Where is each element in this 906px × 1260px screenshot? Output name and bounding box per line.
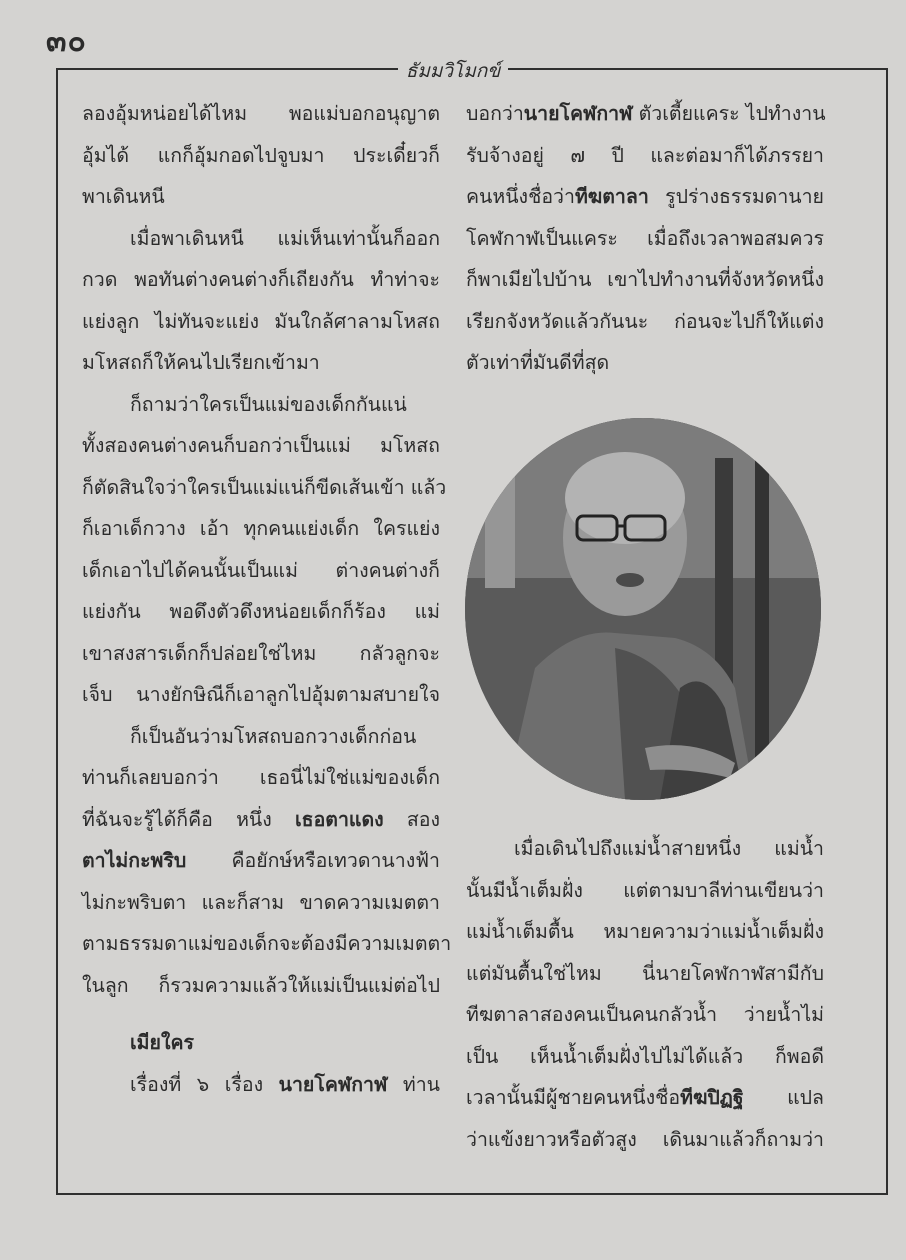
text-line: แย่งกัน พอดึงตัวดึงหน่อยเด็กก็ร้อง แม่ [82,600,440,623]
section-heading-text: เมียใคร [130,1031,194,1054]
text-line [466,1077,824,1119]
text-line: นั้นมีน้ำเต็มฝั่ง แต่ตามบาลีท่านเขียนว่า [466,878,824,902]
right-text-column-top [466,93,824,384]
section-heading [82,1022,440,1064]
text-line: กวด พอทันต่างคนต่างก็เถียงกัน ทำท่าจะ [82,268,440,291]
text-line: ท่านก็เลยบอกว่า เธอนี่ไม่ใช่แม่ของเด็ก [82,766,440,789]
bold-term: เธอตาแดง [295,807,384,831]
text-line: เด็กเอาไปได้คนนั้นเป็นแม่ ต่างคนต่างก็ [82,558,440,582]
text-line: เรียกจังหวัดแล้วกันนะ ก่อนจะไปก็ให้แต่ง [466,309,824,333]
text-line: ตามธรรมดาแม่ของเด็กจะต้องมีความเมตตา [82,932,452,955]
text-line: ไม่กะพริบตา และก็สาม ขาดความเมตตา [82,890,440,914]
text-run: สอง [383,807,440,831]
text-line: ก็พาเมียไปบ้าน เขาไปทำงานที่จังหวัดหนึ่ง [466,268,824,291]
text-line: แม่น้ำเต็มตื้น หมายความว่าแม่น้ำเต็มฝั่ง [466,920,824,943]
page-number: ๓๐ [46,24,87,59]
text-line: เขาสงสารเด็กก็ปล่อยใช่ไหม กลัวลูกจะ [82,641,440,665]
text-run: ตัวเตี้ยแคระ ไปทำงาน [632,102,826,125]
text-run: คนหนึ่งชื่อว่า [466,185,575,208]
text-line: เจ็บ นางยักษิณีก็เอาลูกไปอุ้มตามสบายใจ [82,683,440,706]
text-line: โคฬกาฬเป็นแคระ เมื่อถึงเวลาพอสมควร [466,226,824,250]
right-text-column-bottom [466,828,824,1160]
paragraph-start [82,1064,440,1106]
text-line: ทีฆตาลาสองคนเป็นคนกลัวน้ำ ว่ายน้ำไม่ [466,1003,824,1026]
text-line: พาเดินหนี [82,185,165,208]
bold-term: ตาไม่กะพริบ [82,849,187,872]
monk-portrait-illustration [465,418,821,800]
text-line [466,176,824,218]
text-run: คือยักษ์หรือเทวดานางฟ้า [186,849,440,872]
running-header-title: ธัมมวิโมกข์ [405,60,501,82]
text-run: รูปร่างธรรมดานาย [648,185,824,208]
monk-portrait-photo [465,418,821,800]
text-line: ก็ตัดสินใจว่าใครเป็นแม่แน่ก็ขีดเส้นเข้า แล้ว [82,475,447,499]
text-run: ท่าน [387,1072,440,1096]
text-line: เป็น เห็นน้ำเต็มฝั่งไปไม่ได้แล้ว ก็พอดี [466,1044,824,1068]
text-line: ลองอุ้มหน่อยได้ไหม พอแม่บอกอนุญาต [82,102,440,125]
paragraph-start: ก็เป็นอันว่ามโหสถบอกวางเด็กก่อน [130,724,417,748]
bold-term: ทีฆตาลา [574,185,649,208]
left-text-column [82,93,452,1105]
text-line: มโหสถก็ให้คนไปเรียกเข้ามา [82,351,320,374]
text-line: ก็เอาเด็กวาง เอ้า ทุกคนแย่งเด็ก ใครแย่ง [82,517,440,540]
bold-term: นายโคฬกาฬ [278,1072,388,1096]
text-line: แย่งลูก ไม่ทันจะแย่ง มันใกล้ศาลามโหสถ [82,309,440,333]
text-line: อุ้มได้ แกก็อุ้มกอดไปจูบมา ประเดี๋ยวก็ [82,143,440,167]
text-run: เวลานั้นมีผู้ชายคนหนึ่งชื่อ [466,1086,681,1109]
text-line: รับจ้างอยู่ ๗ ปี และต่อมาก็ได้ภรรยา [466,143,824,167]
text-run: บอกว่า [466,102,524,125]
text-line: ในลูก ก็รวมความแล้วให้แม่เป็นแม่ต่อไป [82,973,440,997]
text-line: ว่าแข้งยาวหรือตัวสูง เดินมาแล้วก็ถามว่า [466,1127,824,1151]
text-run: เรื่องที่ ๖ เรื่อง [130,1072,279,1096]
text-line [466,93,824,135]
bold-term: นายโคฬกาฬ [523,102,633,125]
bold-term: ทีฆปิฏฐิ [680,1086,744,1109]
text-line [82,840,440,882]
paragraph-start: เมื่อเดินไปถึงแม่น้ำสายหนึ่ง แม่น้ำ [514,837,824,860]
text-run: แปล [743,1086,824,1109]
text-line: ตัวเท่าที่มันดีที่สุด [466,351,610,374]
text-run: ที่ฉันจะรู้ได้ก็คือ หนึ่ง [82,807,295,831]
text-line: ทั้งสองคนต่างคนก็บอกว่าเป็นแม่ มโหสถ [82,434,440,457]
paragraph-start: ก็ถามว่าใครเป็นแม่ของเด็กกันแน่ [130,392,407,416]
text-line: แต่มันตื้นใช่ไหม นี่นายโคฬกาฬสามีกับ [466,961,824,985]
text-line [82,799,440,841]
paragraph-start: เมื่อพาเดินหนี แม่เห็นเท่านั้นก็ออก [130,226,440,250]
